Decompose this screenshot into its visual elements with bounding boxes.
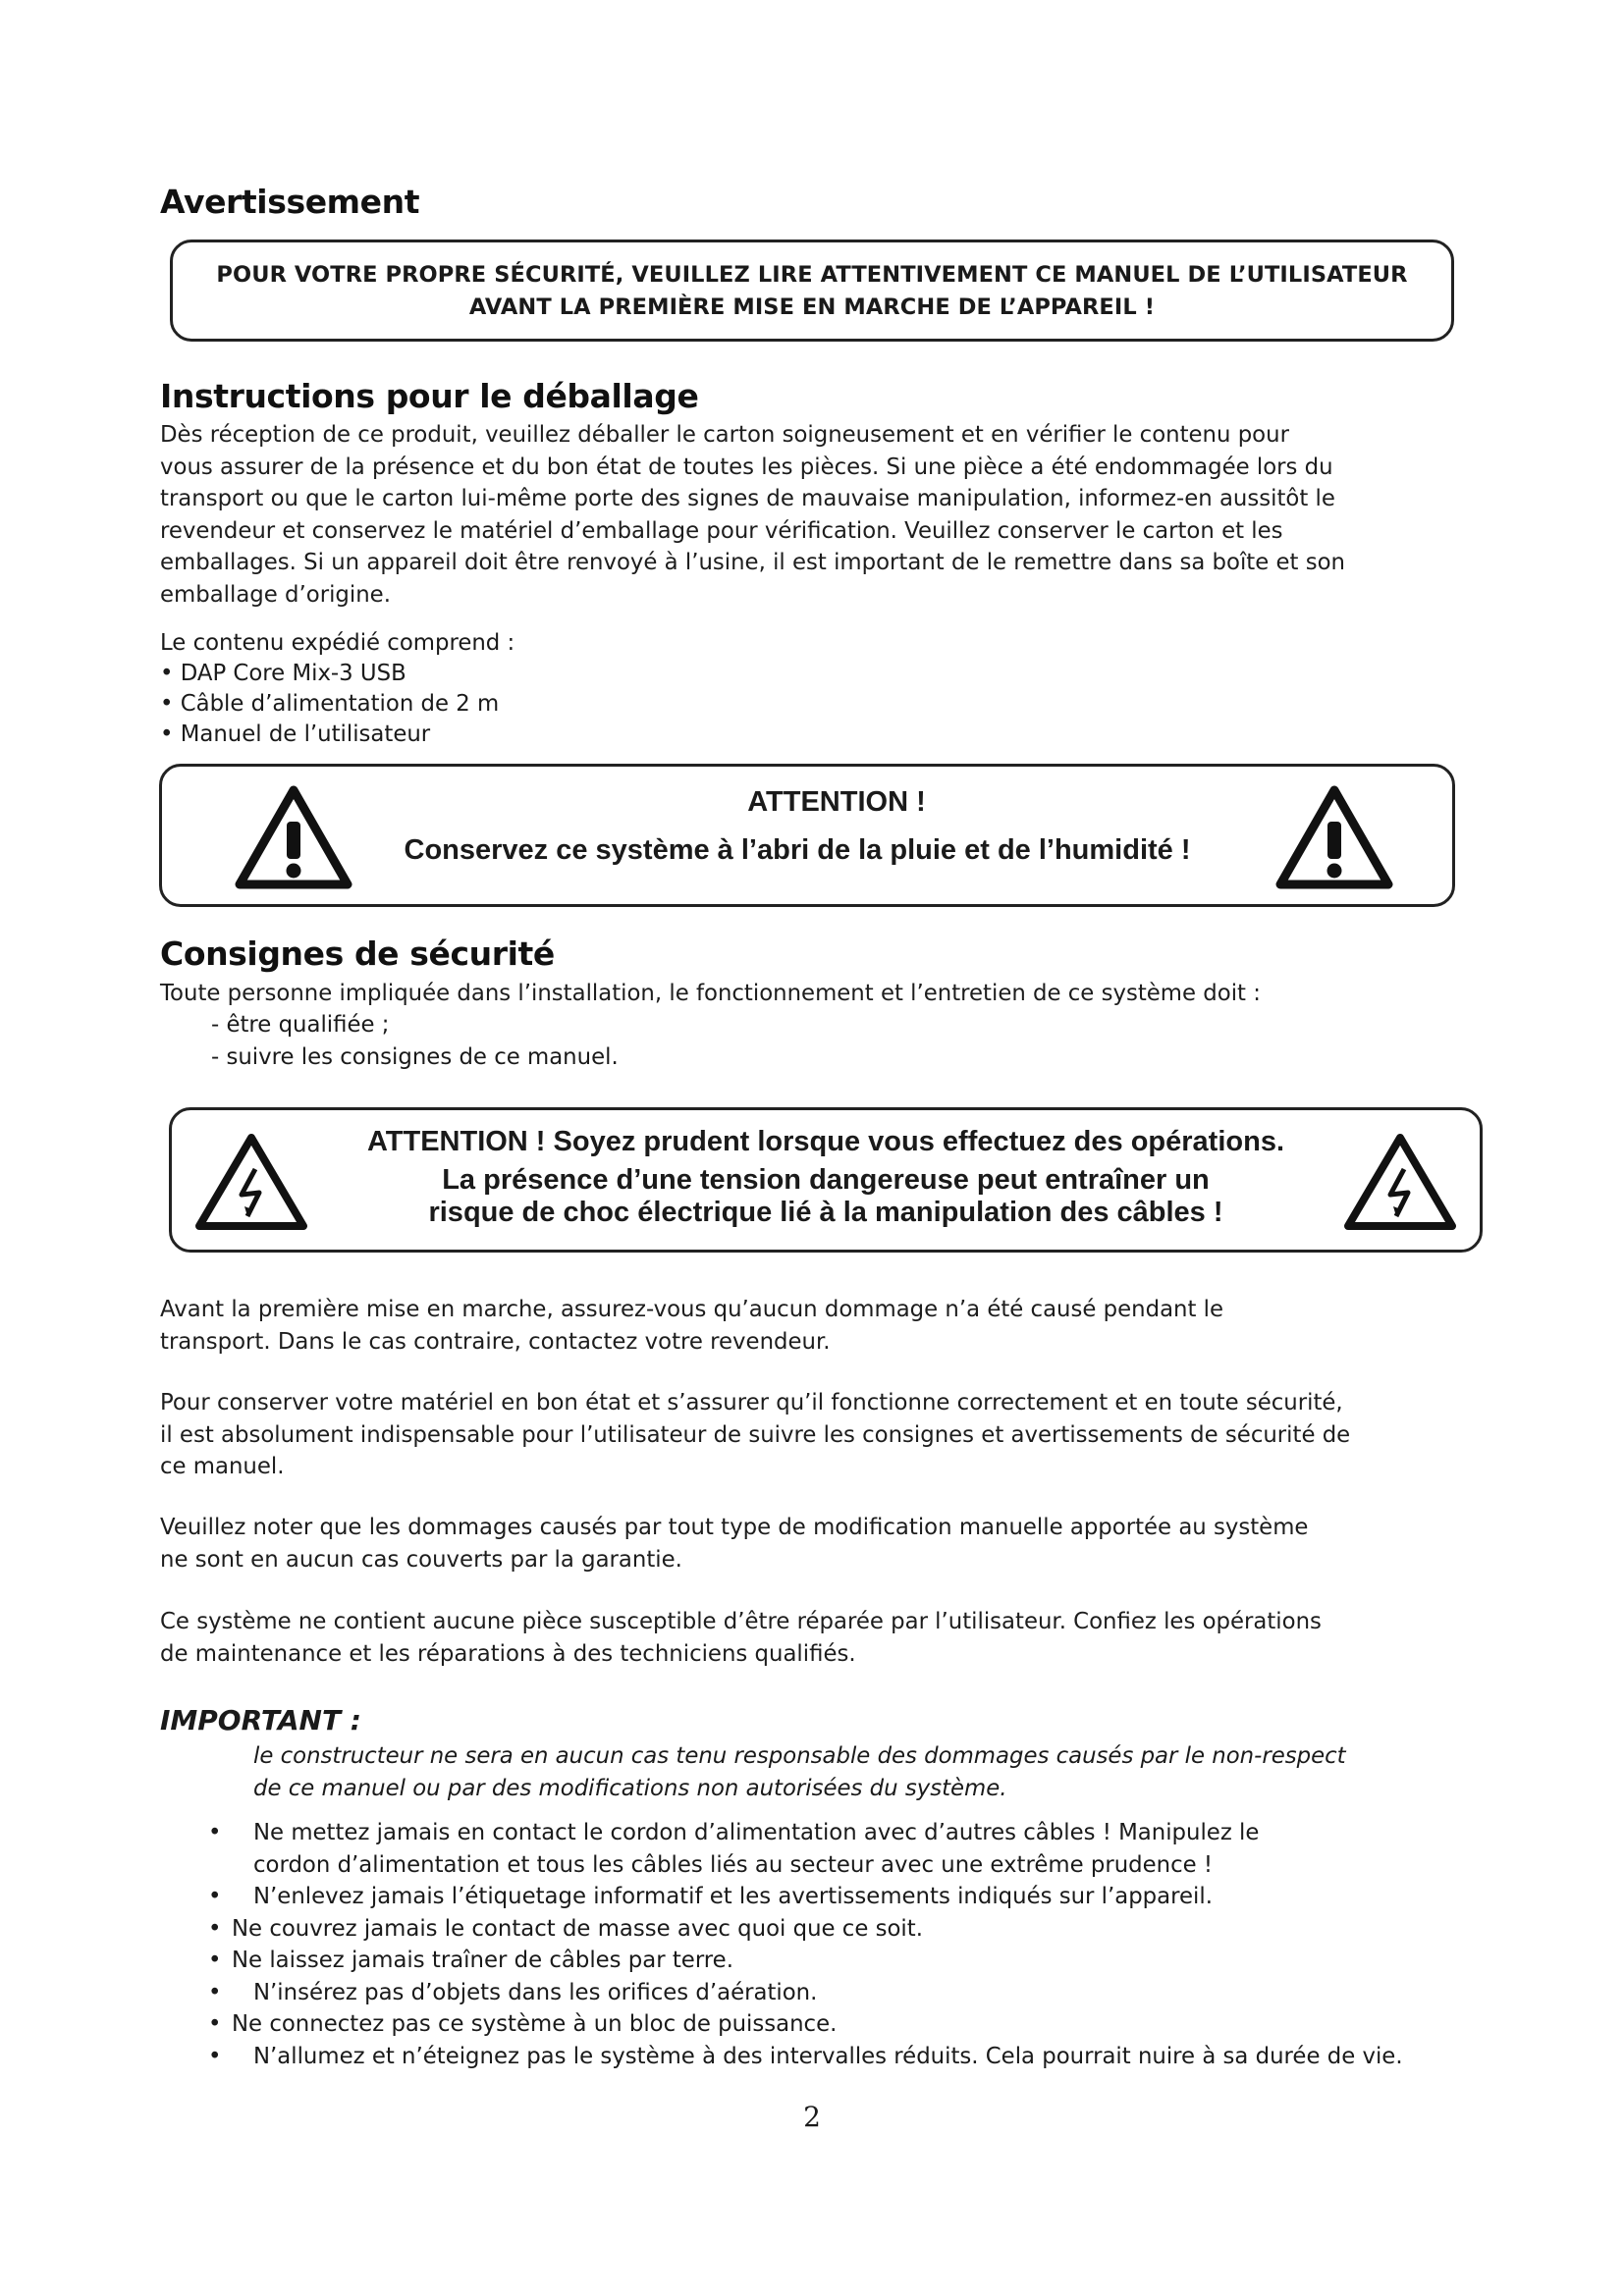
text-line: il est absolument indispensable pour l’utilisateur de suivre les consignes et avertissements de sécurité de: [160, 1421, 1351, 1448]
text-line: emballages. Si un appareil doit être renvoyé à l’usine, il est important de le remettre dans sa boîte et son: [160, 550, 1345, 575]
text-line: Pour conserver votre matériel en bon état et s’assurer qu’il fonctionne correctement et en toute sécurité,: [160, 1390, 1343, 1415]
text-line: emballage d’origine.: [160, 581, 391, 608]
important-text: [253, 1740, 1481, 1804]
text-line: transport. Dans le cas contraire, contactez votre revendeur.: [160, 1328, 831, 1355]
warning-line-1: POUR VOTRE PROPRE SÉCURITÉ, VEUILLEZ LIRE ATTENTIVEMENT CE MANUEL DE L’UTILISATEUR: [216, 262, 1408, 288]
text-line: N’allumez et n’éteignez pas le système à des intervalles réduits. Cela pourrait nuire à sa durée de vie.: [253, 2043, 1403, 2069]
paragraph-warranty: [160, 1512, 1476, 1575]
bullet-dot: •: [208, 1820, 222, 1845]
attention-rain-text: Conservez ce système à l’abri de la pluie et de l’humidité !: [404, 834, 1191, 866]
list-item: • Câble d’alimentation de 2 m: [160, 691, 500, 717]
text-line: revendeur et conservez le matériel d’emballage pour vérification. Veuillez conserver le carton et les: [160, 517, 1283, 544]
attention-shock-box: [169, 1107, 1483, 1253]
contents-intro: Le contenu expédié comprend :: [160, 630, 515, 656]
bullet-dot: •: [208, 2043, 222, 2069]
page-number: 2: [803, 2101, 821, 2133]
text-line: Ne mettez jamais en contact le cordon d’alimentation avec d’autres câbles ! Manipulez le: [253, 1820, 1260, 1845]
text-line: Ne couvrez jamais le contact de masse avec quoi que ce soit.: [232, 1915, 923, 1942]
text-line: Toute personne impliquée dans l’installation, le fonctionnement et l’entretien de ce système doit :: [160, 981, 1261, 1006]
list-item: [208, 1977, 1485, 2009]
paragraph-repair: [160, 1606, 1476, 1670]
text-line: cordon d’alimentation et tous les câbles liés au secteur avec une extrême prudence !: [253, 1851, 1214, 1878]
list-item: [208, 2008, 1485, 2041]
text-line: le constructeur ne sera en aucun cas tenu responsable des dommages causés par le non-respect: [253, 1743, 1346, 1769]
bullet-dot: •: [208, 1884, 222, 1909]
bullet-dot: •: [208, 2011, 222, 2037]
bullet-dot: •: [208, 1915, 222, 1942]
attention-title: ATTENTION !: [747, 786, 926, 818]
text-line: transport ou que le carton lui-même porte des signes de mauvaise manipulation, informez-en aussitôt le: [160, 486, 1335, 511]
list-item: [208, 2041, 1485, 2073]
unpacking-paragraph: [160, 419, 1476, 611]
electric-shock-icon: [1342, 1132, 1458, 1232]
list-item: - suivre les consignes de ce manuel.: [211, 1044, 619, 1070]
list-item: [208, 1913, 1485, 1946]
list-item: [208, 1881, 1485, 1913]
paragraph-inspection: [160, 1294, 1476, 1358]
attention-shock-line-1: ATTENTION ! Soyez prudent lorsque vous effectuez des opérations.: [366, 1126, 1285, 1157]
list-item: • DAP Core Mix-3 USB: [160, 661, 406, 686]
list-item: [208, 1817, 1485, 1881]
text-line: Ne connectez pas ce système à un bloc de puissance.: [232, 2011, 838, 2037]
list-item: - être qualifiée ;: [211, 1012, 390, 1038]
warning-line-2: AVANT LA PREMIÈRE MISE EN MARCHE DE L’APPAREIL !: [468, 294, 1156, 320]
text-line: de ce manuel ou par des modifications non autorisées du système.: [253, 1775, 1007, 1801]
text-line: Avant la première mise en marche, assurez-vous qu’aucun dommage n’a été causé pendant le: [160, 1297, 1224, 1322]
attention-rain-box: [159, 764, 1455, 907]
contents-list: [160, 628, 514, 750]
text-line: de maintenance et les réparations à des techniciens qualifiés.: [160, 1640, 856, 1667]
text-line: ce manuel.: [160, 1454, 285, 1479]
attention-shock-line-2: La présence d’une tension dangereuse peut entraîner un: [442, 1164, 1210, 1196]
text-line: N’insérez pas d’objets dans les orifices d’aération.: [253, 1979, 818, 2005]
text-line: Dès réception de ce produit, veuillez déballer le carton soigneusement et en vérifier le contenu pour: [160, 422, 1289, 448]
text-line: N’enlevez jamais l’étiquetage informatif et les avertissements indiqués sur l’appareil.: [253, 1884, 1213, 1909]
safety-list: [211, 1010, 619, 1073]
bullet-dot: •: [208, 1979, 222, 2005]
text-line: vous assurer de la présence et du bon état de toutes les pièces. Si une pièce a été endommagée lors du: [160, 454, 1333, 480]
important-bullets: [208, 1817, 1485, 2072]
safety-heading: Consignes de sécurité: [160, 934, 555, 973]
paragraph-maintenance: [160, 1387, 1476, 1483]
attention-shock-line-3: risque de choc électrique lié à la manipulation des câbles !: [428, 1197, 1223, 1228]
unpacking-heading: Instructions pour le déballage: [160, 377, 699, 415]
text-line: Veuillez noter que les dommages causés par tout type de modification manuelle apportée au système: [160, 1515, 1309, 1540]
warning-triangle-icon: [1274, 784, 1394, 890]
important-label: IMPORTANT :: [160, 1704, 361, 1736]
bullet-dot: •: [208, 1948, 222, 1973]
warning-box: [170, 240, 1454, 342]
text-line: Ce système ne contient aucune pièce susceptible d’être réparée par l’utilisateur. Confiez les opérations: [160, 1609, 1322, 1634]
safety-intro: [160, 978, 1476, 1010]
warning-heading: Avertissement: [160, 183, 420, 221]
list-item: [208, 1945, 1485, 1977]
list-item: • Manuel de l’utilisateur: [160, 721, 431, 747]
text-line: Ne laissez jamais traîner de câbles par terre.: [232, 1948, 733, 1973]
text-line: ne sont en aucun cas couverts par la garantie.: [160, 1546, 682, 1573]
